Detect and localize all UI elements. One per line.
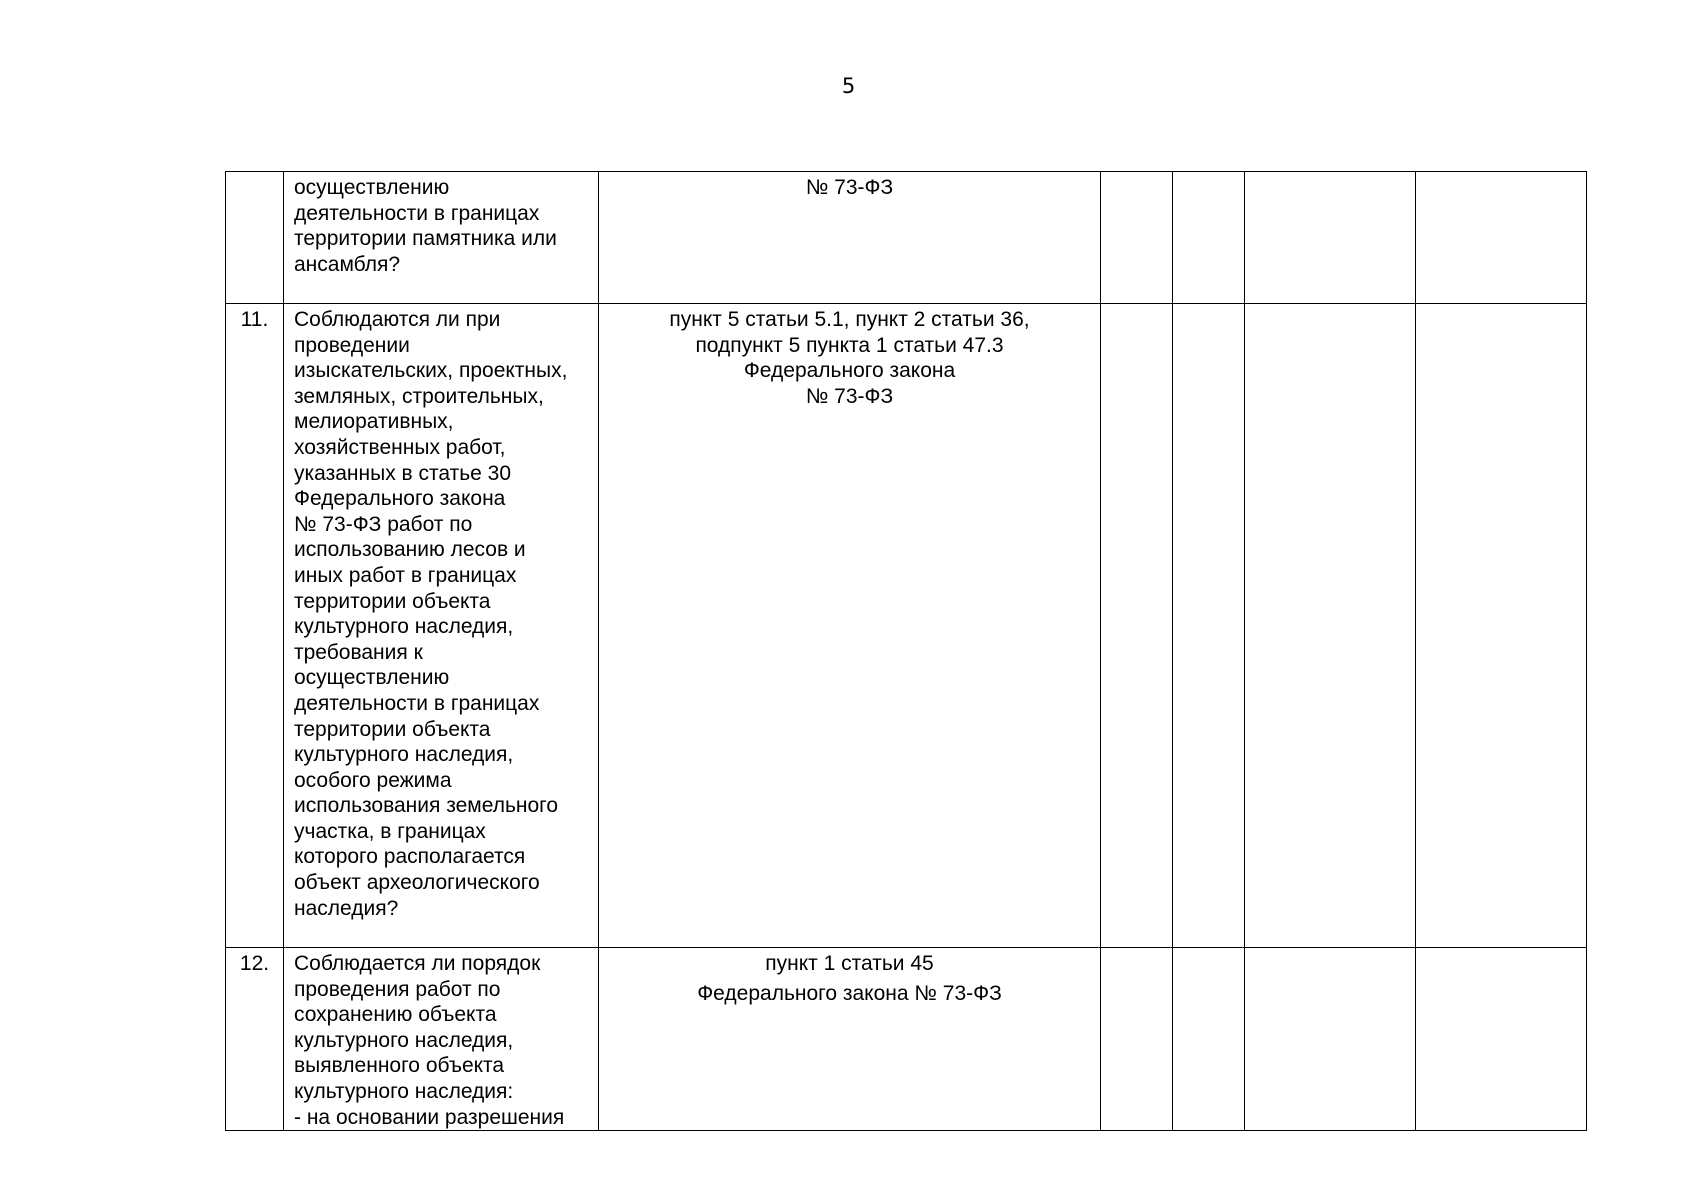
- basis-line: пункт 1 статьи 45: [765, 952, 934, 975]
- question-line: Соблюдается ли порядок: [294, 952, 541, 975]
- row-number: 11.: [226, 304, 284, 948]
- table-row: [226, 172, 1587, 304]
- answer-no-cell: [1173, 948, 1245, 1131]
- question-cell: [284, 172, 599, 304]
- question-line: сохранению объекта: [294, 1003, 497, 1027]
- question-line: хозяйственных работ,: [294, 435, 506, 459]
- question-cell: [284, 948, 599, 1131]
- basis-line: № 73-ФЗ: [805, 384, 894, 408]
- question-line: культурного наследия,: [294, 615, 514, 639]
- legal-basis-cell: [599, 172, 1101, 304]
- question-line: территории объекта: [294, 717, 491, 741]
- checklist-table: [225, 171, 1587, 1131]
- question-line: мелиоративных,: [294, 410, 454, 434]
- legal-basis-cell: [599, 948, 1101, 1131]
- page-number: 5: [841, 74, 856, 98]
- question-line: изыскательских, проектных,: [294, 359, 568, 383]
- question-line: деятельности в границах: [294, 691, 540, 715]
- table-row: [226, 948, 1587, 1131]
- question-line: иных работ в границах: [294, 563, 517, 587]
- table-row: [226, 304, 1587, 948]
- question-line: культурного наследия,: [294, 1028, 514, 1052]
- row-number: [226, 172, 284, 304]
- question-line: участка, в границах: [294, 819, 486, 843]
- question-line: проведении: [294, 333, 410, 357]
- question-line: выявленного объекта: [294, 1054, 505, 1078]
- question-line: требования к: [294, 640, 423, 664]
- question-line: земляных, строительных,: [294, 384, 544, 408]
- basis-line: № 73-ФЗ: [805, 176, 894, 199]
- legal-basis-cell: [599, 304, 1101, 948]
- basis-line: подпункт 5 пункта 1 статьи 47.3: [695, 333, 1004, 357]
- question-line: территории памятника или: [294, 227, 557, 251]
- row-number: 12.: [226, 948, 284, 1131]
- question-line: которого располагается: [294, 845, 526, 869]
- comment-cell: [1416, 304, 1587, 948]
- question-line: особого режима: [294, 768, 452, 792]
- answer-not-applicable-cell: [1245, 172, 1416, 304]
- question-line: использованию лесов и: [294, 538, 526, 562]
- question-line: проведения работ по: [294, 977, 501, 1001]
- question-line: осуществлению: [294, 176, 450, 199]
- question-line: № 73-ФЗ работ по: [294, 512, 473, 536]
- question-line: Федерального закона: [294, 487, 506, 511]
- question-line: культурного наследия:: [294, 1079, 514, 1103]
- question-line: территории объекта: [294, 589, 491, 613]
- question-line: наследия?: [294, 896, 399, 920]
- question-line: осуществлению: [294, 666, 450, 690]
- basis-line: Федерального закона: [743, 359, 956, 383]
- question-line: объект археологического: [294, 871, 540, 895]
- question-line: Соблюдаются ли при: [294, 308, 501, 331]
- question-line: использования земельного: [294, 794, 559, 818]
- comment-cell: [1416, 948, 1587, 1131]
- answer-no-cell: [1173, 304, 1245, 948]
- comment-cell: [1416, 172, 1587, 304]
- question-cell: [284, 304, 599, 948]
- answer-not-applicable-cell: [1245, 304, 1416, 948]
- question-line: культурного наследия,: [294, 743, 514, 767]
- answer-yes-cell: [1101, 948, 1173, 1131]
- question-line: деятельности в границах: [294, 201, 540, 225]
- answer-no-cell: [1173, 172, 1245, 304]
- answer-not-applicable-cell: [1245, 948, 1416, 1131]
- answer-yes-cell: [1101, 172, 1173, 304]
- answer-yes-cell: [1101, 304, 1173, 948]
- question-line: ансамбля?: [294, 252, 401, 276]
- question-line: - на основании разрешения: [294, 1105, 565, 1129]
- question-line: указанных в статье 30: [294, 461, 512, 485]
- basis-line: Федерального закона № 73-ФЗ: [697, 981, 1002, 1005]
- basis-line: пункт 5 статьи 5.1, пункт 2 статьи 36,: [669, 308, 1030, 331]
